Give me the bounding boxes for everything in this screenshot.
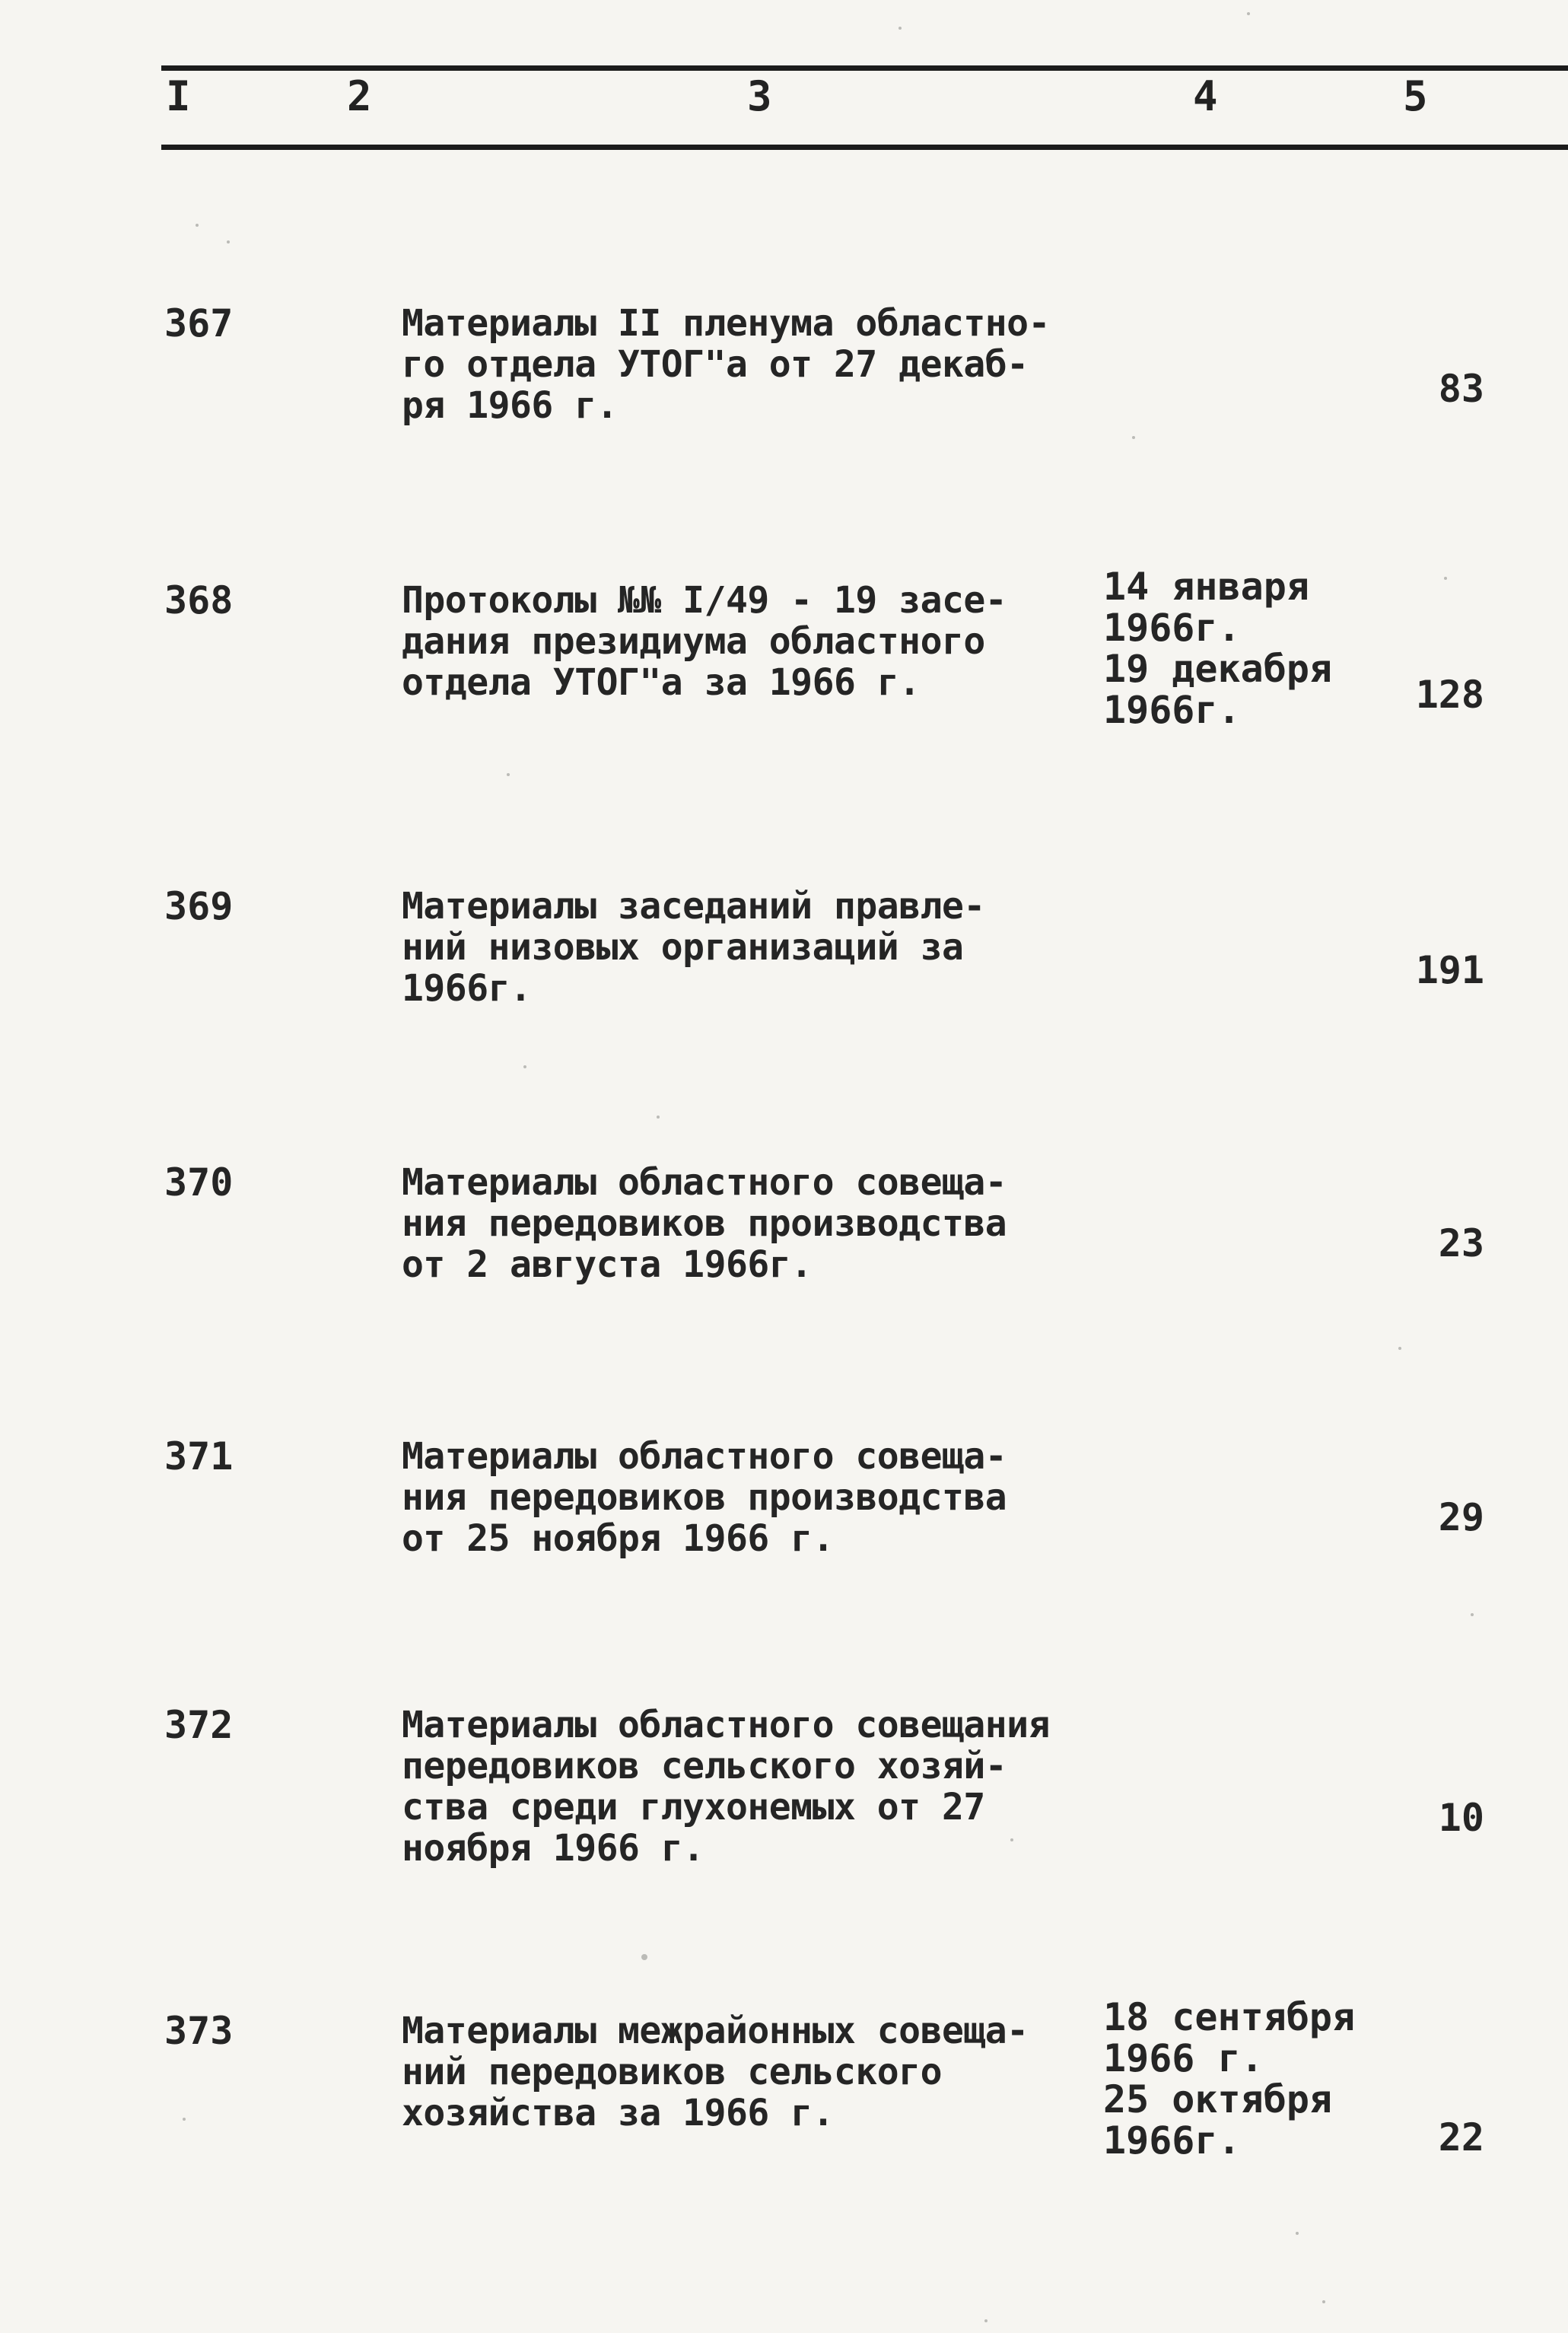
entry-sheet-count: 29 (1438, 1495, 1484, 1539)
entry-title: Материалы заседаний правле- ний низовых организаций за 1966г. (402, 885, 985, 1010)
entry-dates: 14 января 1966г. 19 декабря 1966г. (1103, 565, 1333, 732)
entry-number: 369 (164, 884, 234, 928)
entry-number: 370 (164, 1160, 234, 1205)
entry-number: 367 (164, 301, 234, 345)
column-header-1: I (166, 72, 191, 120)
entry-title: Протоколы №№ I/49 - 19 засе- дания президиума областного отдела УТОГ"а за 1966 г. (402, 579, 1007, 704)
entry-number: 368 (164, 578, 234, 622)
column-header-2: 2 (347, 72, 372, 120)
entry-number: 372 (164, 1703, 234, 1747)
entry-sheet-count: 83 (1438, 367, 1484, 411)
column-header-5: 5 (1403, 72, 1428, 120)
column-header-3: 3 (747, 72, 772, 120)
column-header-4: 4 (1193, 72, 1218, 120)
table-header-bottom-rule (161, 145, 1568, 150)
entry-sheet-count: 22 (1438, 2115, 1484, 2160)
entry-sheet-count: 23 (1438, 1221, 1484, 1265)
entry-sheet-count: 10 (1438, 1796, 1484, 1840)
entry-title: Материалы областного совеща- ния передовиков производства от 2 августа 1966г. (402, 1161, 1007, 1286)
entry-sheet-count: 191 (1415, 948, 1484, 992)
entry-number: 371 (164, 1434, 234, 1478)
entry-number: 373 (164, 2009, 234, 2053)
entry-dates: 18 сентября 1966 г. 25 октября 1966г. (1103, 1995, 1356, 2163)
entry-title: Материалы областного совещания передовиков сельского хозяй- ства среди глухонемых от 27 ноября 1966 г. (402, 1704, 1050, 1870)
entry-title: Материалы II пленума областно- го отдела УТОГ"а от 27 декаб- ря 1966 г. (402, 302, 1050, 427)
entry-title: Материалы областного совеща- ния передовиков производства от 25 ноября 1966 г. (402, 1435, 1007, 1560)
entry-title: Материалы межрайонных совеща- ний передовиков сельского хозяйства за 1966 г. (402, 2010, 1029, 2134)
table-header-top-rule (161, 65, 1568, 71)
entry-sheet-count: 128 (1415, 673, 1484, 717)
